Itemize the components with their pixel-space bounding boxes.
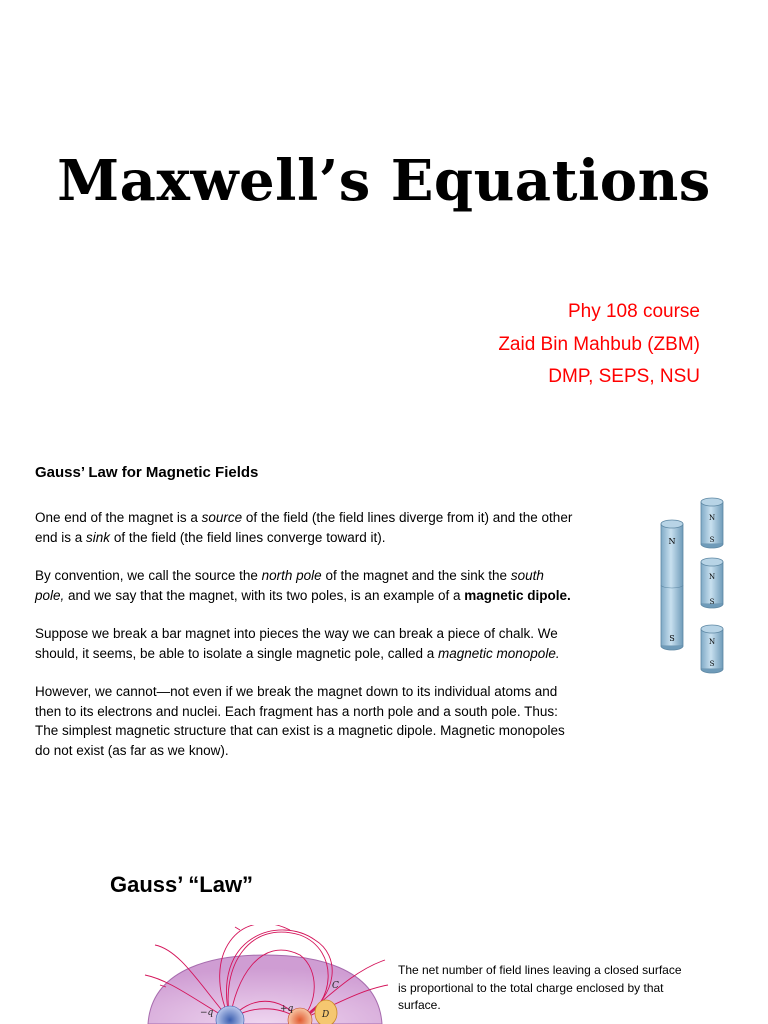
- magnet-label-s: S: [669, 634, 675, 643]
- text-run: and we say that the magnet, with its two poles, is an example of a: [64, 587, 465, 603]
- paragraph: [35, 682, 575, 760]
- text-run: However, we cannot—not even if we break the magnet down to its individual atoms and then to its electrons and nuclei. Each fragment has a north pole and a south pole. Thus: The simplest magnetic structure that can exist is a magnetic dipole. Magnetic monopoles do not exist (as far as we know).: [35, 684, 565, 758]
- magnet-label-n: N: [708, 638, 716, 646]
- instructor-name: Zaid Bin Mahbub (ZBM): [498, 333, 700, 355]
- gauss-law-heading: Gauss’ “Law”: [110, 872, 254, 897]
- department: DMP, SEPS, NSU: [548, 366, 700, 387]
- text-run: of the magnet and the sink the: [321, 568, 511, 583]
- magnet-label-s: S: [709, 536, 715, 544]
- bold-term: magnetic dipole.: [464, 587, 571, 603]
- electric-field-lines-figure: [140, 925, 390, 1024]
- magnet-label-n: N: [708, 573, 716, 581]
- italic-term: source: [201, 510, 243, 525]
- magnet-label-s: S: [709, 598, 715, 606]
- bar-magnet-pieces-illustration: [655, 493, 735, 678]
- italic-term: sink: [86, 529, 111, 545]
- magnet-label-n: N: [708, 514, 716, 522]
- slide-title: Maxwell’s Equations: [57, 148, 711, 214]
- italic-term: magnetic monopole.: [438, 645, 560, 661]
- paragraph: [35, 508, 575, 547]
- text-run: of the field (the field lines diverge from it) and the other end is a: [35, 510, 573, 545]
- figure-caption: The net number of field lines leaving a closed surface is proportional to the total charge enclosed by that surface.: [398, 963, 682, 1012]
- label-pos-q: +q: [280, 1004, 294, 1014]
- whole-bar-magnet: [661, 520, 683, 650]
- course-name: Phy 108 course: [567, 301, 700, 322]
- label-surface-c: C: [332, 981, 339, 991]
- text-run: Suppose we break a bar magnet into pieces the way we can break a piece of chalk. We should, it seems, be able to isolate a single magnetic pole, called a: [35, 626, 558, 661]
- text-run: of the field (the field lines converge toward it).: [110, 529, 386, 545]
- magnet-label-n: N: [668, 537, 676, 546]
- text-run: By convention, we call the source the: [35, 568, 262, 583]
- section-heading: Gauss’ Law for Magnetic Fields: [35, 464, 259, 481]
- label-surface-d: D: [322, 1010, 330, 1020]
- magnet-piece-1: [701, 498, 723, 548]
- paragraph: [35, 624, 575, 663]
- text-run: One end of the magnet is a: [35, 510, 202, 525]
- italic-term: north pole: [261, 568, 322, 583]
- italic-term: south pole,: [35, 568, 544, 603]
- magnet-label-s: S: [709, 660, 715, 668]
- paragraph: [35, 566, 575, 605]
- magnet-piece-2: [701, 558, 723, 608]
- magnet-piece-3: [701, 625, 723, 673]
- label-neg-q: −q: [200, 1008, 214, 1018]
- body-text: [35, 508, 575, 760]
- gaussian-surface-c: [148, 955, 382, 1024]
- course-info: [498, 296, 700, 394]
